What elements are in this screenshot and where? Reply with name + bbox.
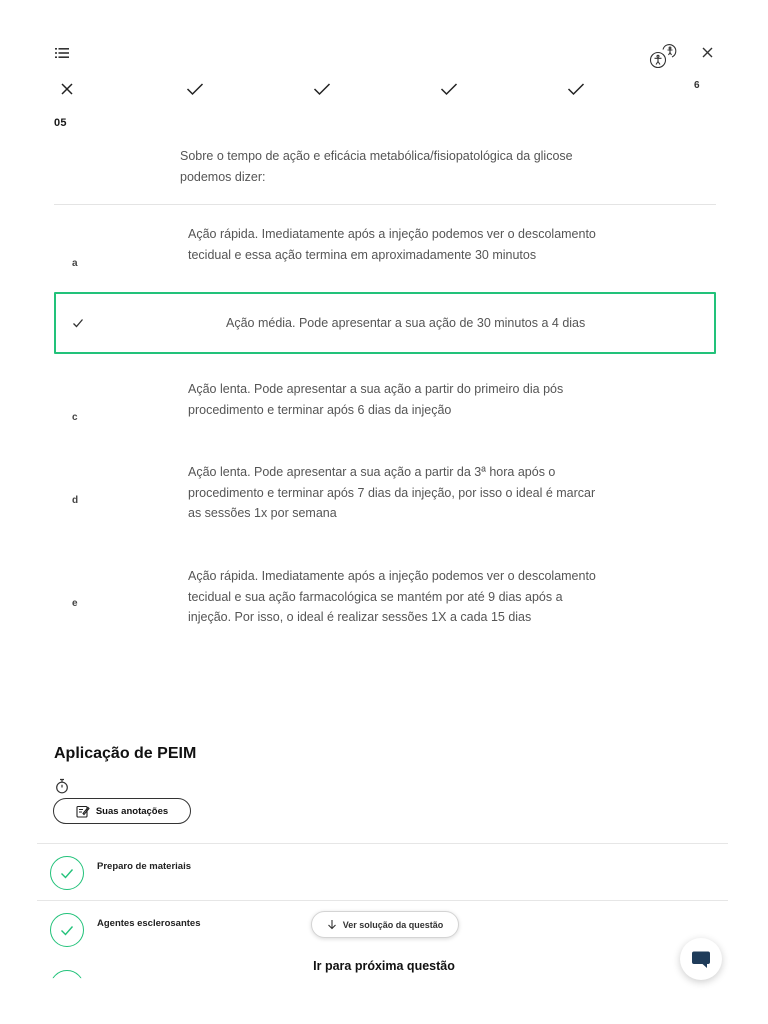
tracker-item-correct[interactable] bbox=[182, 76, 208, 102]
view-solution-button[interactable] bbox=[311, 911, 459, 938]
option-letter: d bbox=[72, 495, 79, 506]
check-circle-icon bbox=[50, 856, 84, 890]
view-solution-label: Ver solução da questão bbox=[342, 919, 444, 930]
question-text: Sobre o tempo de ação e eficácia metabólica/fisiopatológica da glicose podemos dizer: bbox=[180, 149, 573, 184]
check-icon bbox=[440, 82, 458, 96]
lesson-title: Aplicação de PEIM bbox=[54, 745, 197, 762]
x-icon bbox=[60, 82, 74, 96]
list-icon[interactable] bbox=[53, 44, 71, 62]
question-tracker bbox=[0, 76, 768, 102]
option-text: Ação média. Pode apresentar a sua ação de 30 minutos a 4 dias bbox=[226, 316, 586, 330]
tracker-item-correct[interactable] bbox=[436, 76, 462, 102]
check-icon bbox=[313, 82, 331, 96]
option-text: Ação lenta. Pode apresentar a sua ação a partir da 3ª hora após o procedimento e terminar após 7 dias da injeção, por isso o ideal é marcar as sessões 1x por semana bbox=[188, 465, 596, 520]
option-b[interactable] bbox=[54, 292, 716, 354]
step-label: Agentes esclerosantes bbox=[97, 918, 201, 929]
option-letter: a bbox=[72, 258, 78, 269]
option-letter: c bbox=[72, 412, 78, 423]
tracker-item-correct[interactable] bbox=[563, 76, 589, 102]
tracker-item-wrong[interactable] bbox=[54, 76, 80, 102]
check-circle-icon bbox=[50, 913, 84, 947]
check-circle-icon bbox=[50, 970, 84, 1004]
chat-icon bbox=[691, 950, 711, 969]
check-icon bbox=[72, 316, 84, 328]
accessibility-icon[interactable] bbox=[648, 42, 684, 72]
option-a[interactable] bbox=[54, 222, 716, 288]
option-text: Ação rápida. Imediatamente após a injeção podemos ver o descolamento tecidual e essa ação termina em aproximadamente 30 minutos bbox=[188, 227, 596, 262]
option-text: Ação rápida. Imediatamente após a injeção podemos ver o descolamento tecidual e sua ação farmacológica se mantém por até 9 dias após a injeção. Por isso, o ideal é realizar sessões 1X a cada 15 dias bbox=[188, 569, 596, 624]
tracker-next-number[interactable]: 6 bbox=[694, 80, 700, 91]
chat-button[interactable] bbox=[680, 938, 722, 980]
next-question-link[interactable]: Ir para próxima questão bbox=[313, 959, 455, 973]
option-letter: e bbox=[72, 598, 78, 609]
check-icon bbox=[186, 82, 204, 96]
question-number: 05 bbox=[54, 117, 67, 129]
stopwatch-icon bbox=[55, 778, 69, 794]
check-icon bbox=[567, 82, 585, 96]
notes-button-label: Suas anotações bbox=[95, 805, 169, 817]
list-item[interactable] bbox=[37, 843, 728, 900]
close-icon[interactable] bbox=[698, 43, 716, 61]
edit-note-icon bbox=[76, 805, 90, 818]
option-c[interactable] bbox=[54, 378, 716, 442]
option-d[interactable] bbox=[54, 461, 716, 531]
divider bbox=[54, 204, 716, 205]
option-e[interactable] bbox=[54, 565, 716, 635]
notes-button[interactable] bbox=[53, 798, 191, 824]
step-label: Preparo de materiais bbox=[97, 861, 191, 872]
tracker-item-correct[interactable] bbox=[309, 76, 335, 102]
arrow-down-icon bbox=[327, 919, 337, 930]
option-text: Ação lenta. Pode apresentar a sua ação a partir do primeiro dia pós procedimento e terminar após 6 dias da injeção bbox=[188, 382, 564, 417]
